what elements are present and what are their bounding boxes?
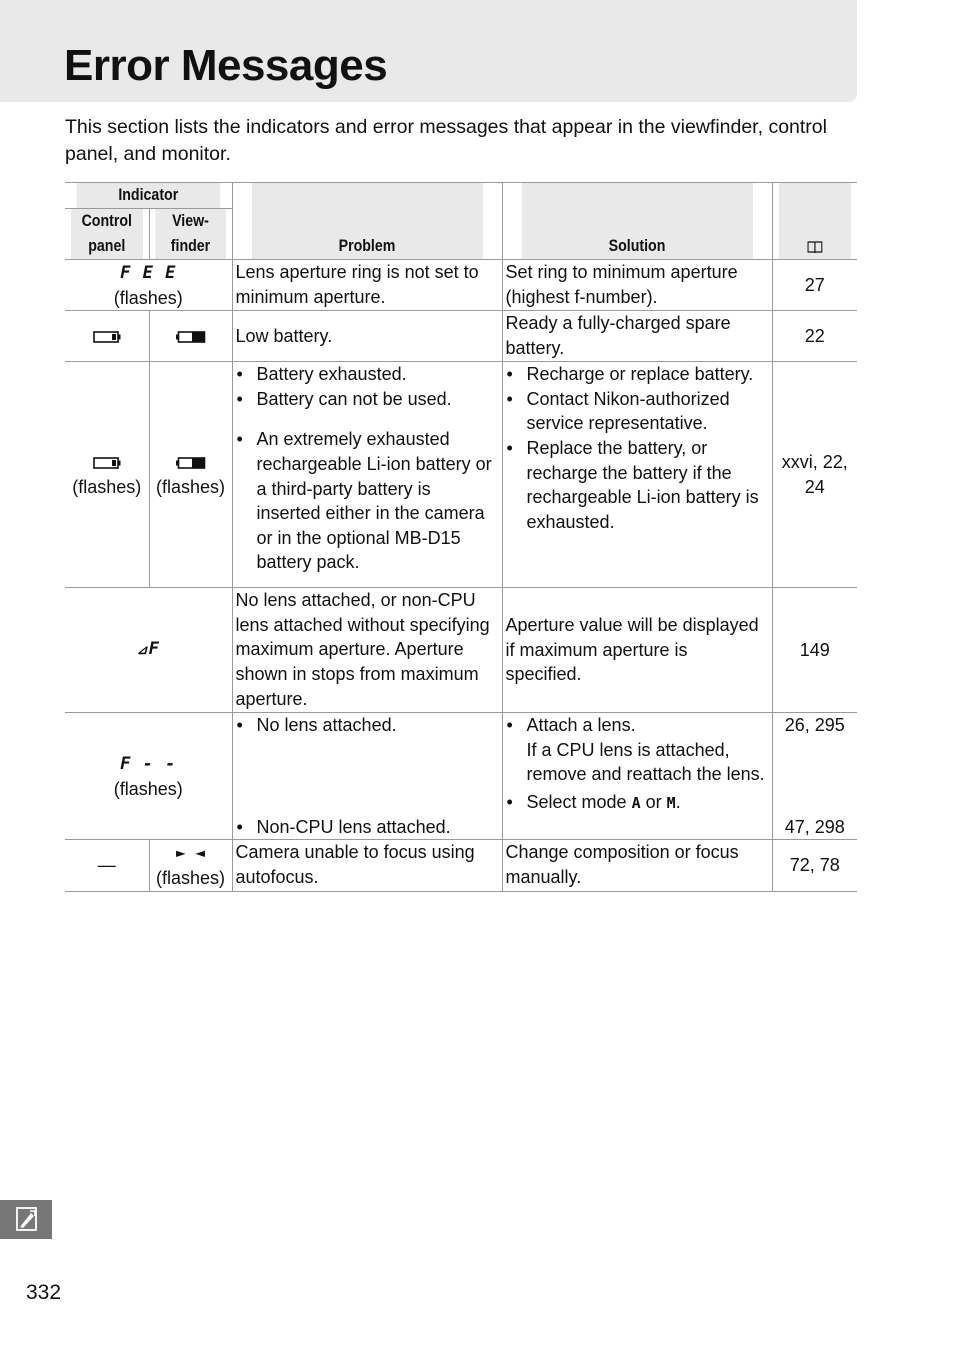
control-panel-cell [65, 362, 149, 588]
problem-cell [232, 362, 502, 588]
table-row [65, 713, 857, 840]
page-ref-cell: 26, 295 47, 298 [772, 713, 857, 840]
indicator-cell [65, 713, 232, 840]
viewfinder-cell [149, 362, 232, 588]
page-title: Error Messages [64, 41, 388, 90]
solution-cell: Aperture value will be displayed if maximum aperture is specified. [502, 588, 772, 713]
header-page-ref [778, 183, 851, 260]
list-item: • An extremely exhausted rechargeable Li-ion battery or a third-party battery is inserted either in the camera or in the optional MB-D15 battery pack. [236, 427, 499, 575]
indicator-fee: F E E [120, 263, 177, 283]
indicator-cell [65, 260, 232, 311]
indicator-f-dash: F - - [120, 754, 177, 775]
battery-low-icon [93, 331, 121, 343]
page-ref-cell: 22 [772, 311, 857, 362]
problem-cell: Lens aperture ring is not set to minimum aperture. [232, 260, 502, 311]
list-item: • Recharge or replace battery. [506, 362, 769, 387]
list-item: • Select mode A or M. [506, 790, 769, 816]
solution-cell: Change composition or focus manually. [502, 840, 772, 891]
page-ref-cell: 72, 78 [772, 840, 857, 891]
list-item: • Contact Nikon-authorized service representative. [506, 387, 769, 436]
problem-cell: Camera unable to focus using autofocus. [232, 840, 502, 891]
table-row [65, 311, 857, 362]
battery-empty-icon [176, 457, 206, 469]
indicator-cell [65, 588, 232, 713]
page-ref-cell: xxvi, 22, 24 [772, 362, 857, 588]
solution-cell: Ready a fully-charged spare battery. [502, 311, 772, 362]
wrench-note-icon [16, 1207, 38, 1231]
page-ref-cell: 149 [772, 588, 857, 713]
control-panel-cell: — [65, 840, 149, 891]
header-viewfinder: View-finder [155, 209, 226, 260]
indicator-note: (flashes) [113, 287, 183, 308]
problem-cell [232, 713, 502, 840]
indicator-note: (flashes) [72, 476, 142, 497]
control-panel-cell [65, 311, 149, 362]
viewfinder-cell [149, 840, 232, 891]
header-solution: Solution [521, 183, 753, 260]
battery-low-icon [176, 331, 206, 343]
problem-cell: Low battery. [232, 311, 502, 362]
battery-empty-icon [93, 457, 121, 469]
list-item: • No lens attached. [236, 713, 499, 738]
book-icon [807, 240, 822, 254]
indicator-note: (flashes) [155, 476, 226, 497]
solution-cell [502, 362, 772, 588]
problem-cell: No lens attached, or non-CPU lens attached without specifying maximum aperture. Aperture shown in stops from maximum aperture. [232, 588, 502, 713]
header-control-panel: Control panel [71, 209, 143, 260]
page-ref-cell: 27 [772, 260, 857, 311]
table-row [65, 362, 857, 588]
page-number: 332 [26, 1281, 62, 1304]
indicator-note: (flashes) [155, 867, 226, 888]
list-item: • Replace the battery, or recharge the battery if the rechargeable Li-ion battery is exhausted. [506, 436, 769, 534]
header-indicator: Indicator [77, 183, 221, 209]
list-item: • Battery exhausted. [236, 362, 499, 387]
header-problem: Problem [251, 183, 483, 260]
list-item: • Non-CPU lens attached. [236, 815, 499, 840]
list-item: • Attach a lens. If a CPU lens is attached, remove and reattach the lens. [506, 713, 769, 787]
viewfinder-cell [149, 311, 232, 362]
focus-indicator-arrows: ► ◄ [176, 843, 205, 863]
indicator-delta-f: ⊿F [136, 639, 160, 660]
indicator-note: (flashes) [113, 778, 183, 799]
error-messages-table [65, 182, 857, 892]
table-row [65, 840, 857, 891]
list-item: • Battery can not be used. [236, 387, 499, 412]
intro-paragraph: This section lists the indicators and error messages that appear in the viewfinder, control panel, and monitor. [65, 116, 827, 165]
solution-cell [502, 713, 772, 840]
solution-cell: Set ring to minimum aperture (highest f-number). [502, 260, 772, 311]
table-row [65, 588, 857, 713]
table-row [65, 260, 857, 311]
section-tab [0, 1200, 52, 1239]
